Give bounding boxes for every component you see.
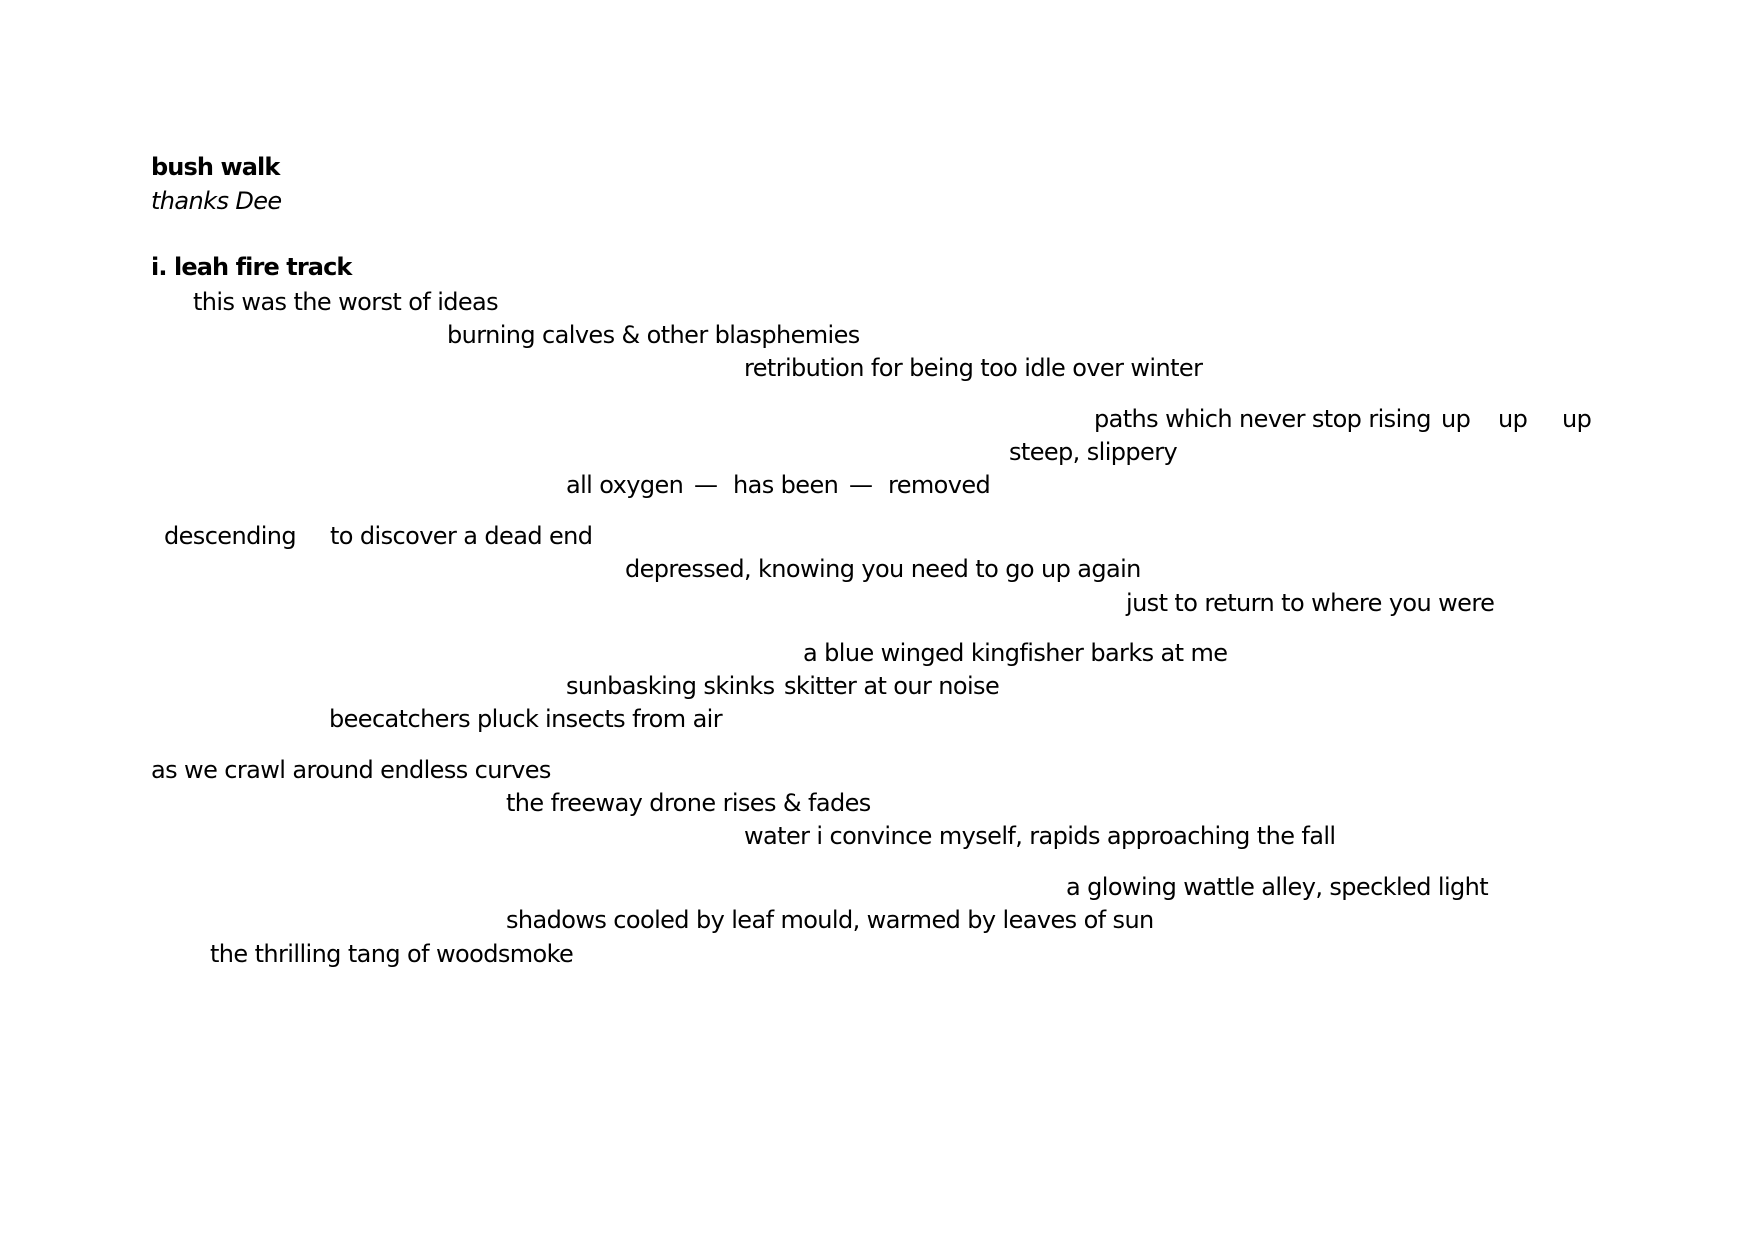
poem-line: a blue winged kingfisher barks at me — [803, 639, 1228, 667]
poem-title: bush walk — [151, 153, 280, 181]
poem-line: has been — [733, 471, 839, 499]
poem-line: the freeway drone rises & fades — [506, 789, 871, 817]
poem-line: to discover a dead end — [330, 522, 593, 550]
poem-word: up — [1562, 405, 1592, 433]
poem-line: sunbasking skinks — [566, 672, 775, 700]
poem-line: removed — [888, 471, 991, 499]
poem-line: paths which never stop rising — [1094, 405, 1431, 433]
poem-dash: — — [849, 471, 873, 499]
poem-word: up — [1498, 405, 1528, 433]
poem-line: insects from air — [545, 705, 723, 733]
poem-line: skitter at our noise — [784, 672, 1000, 700]
poem-line: water i convince myself, rapids approaching the fall — [744, 822, 1336, 850]
poem-line: steep, slippery — [1009, 438, 1178, 466]
poem-dash: — — [694, 471, 718, 499]
poem-line: depressed, knowing you need to go up again — [625, 555, 1141, 583]
poem-line: just to return to where you were — [1126, 589, 1495, 617]
poem-line: all oxygen — [566, 471, 684, 499]
poem-line: shadows cooled by leaf mould, warmed by leaves of sun — [506, 906, 1154, 934]
poem-line: burning calves & other blasphemies — [447, 321, 860, 349]
poem-word: up — [1441, 405, 1471, 433]
poem-line: this was the worst of ideas — [193, 288, 499, 316]
poem-line: beecatchers pluck — [329, 705, 539, 733]
poem-dedication: thanks Dee — [151, 187, 282, 215]
poem-line: a glowing wattle alley, speckled light — [1066, 873, 1489, 901]
poem-line: descending — [164, 522, 297, 550]
poem-line: as we crawl around endless curves — [151, 756, 551, 784]
poem-line: the thrilling tang of woodsmoke — [210, 940, 574, 968]
poem-line: retribution for being too idle over winter — [744, 354, 1203, 382]
section-heading: i. leah fire track — [151, 253, 352, 281]
